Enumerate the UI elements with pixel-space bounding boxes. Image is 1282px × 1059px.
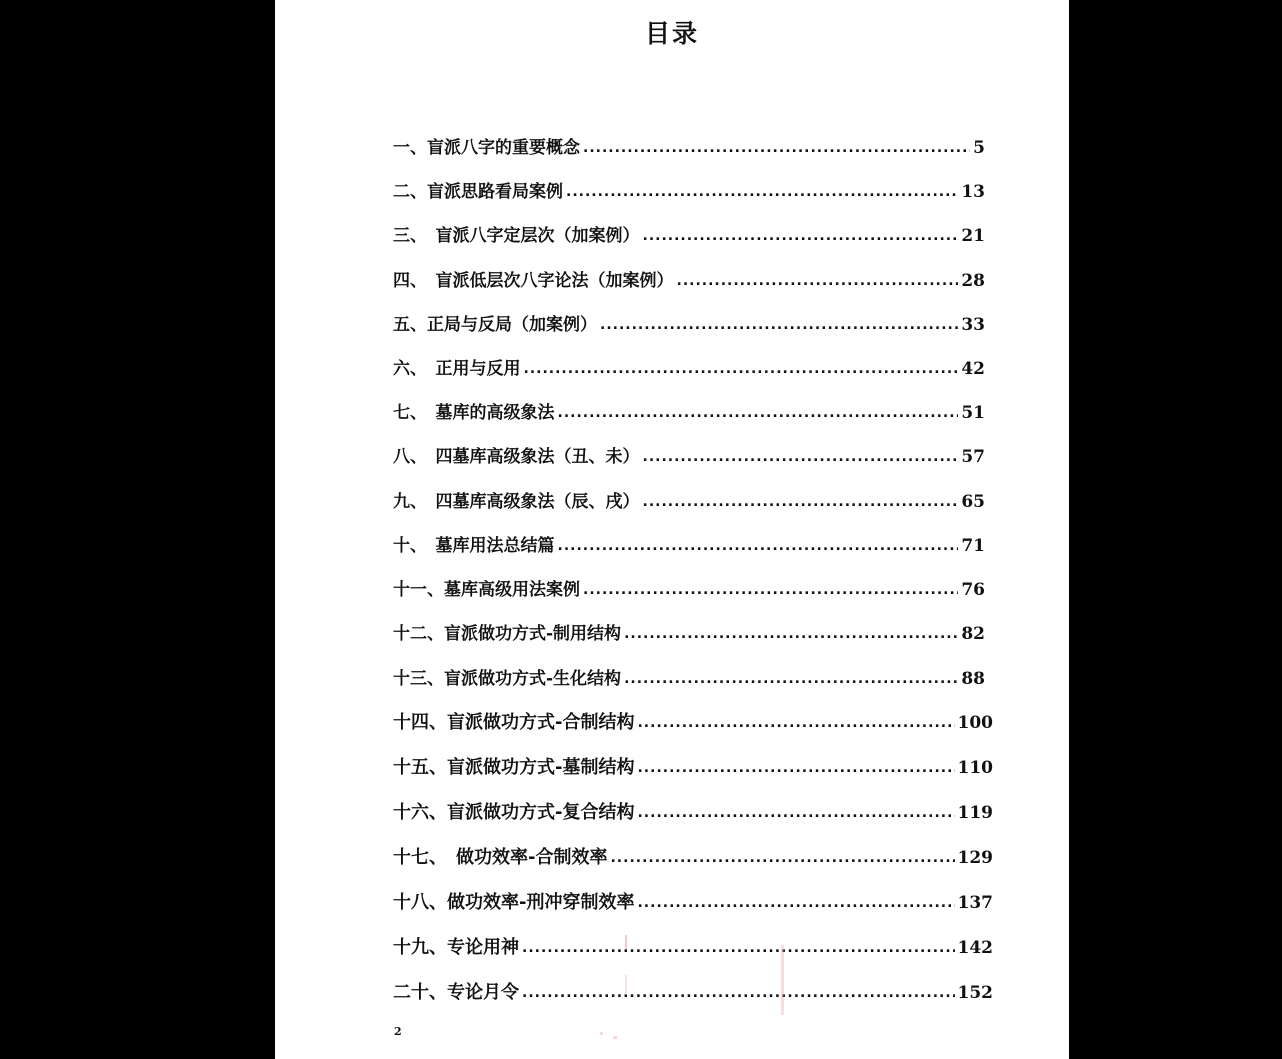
toc-entry-number: 十五、: [393, 757, 447, 778]
toc-dot-leader: [637, 756, 954, 780]
toc-entry-title: 盲派做功方式-制用结构: [444, 624, 622, 644]
toc-dot-leader: [677, 269, 959, 293]
toc-entry-title: 墓库的高级象法: [435, 403, 555, 423]
toc-entry-page: 129: [957, 848, 993, 868]
toc-entry-page: 65: [961, 492, 985, 512]
toc-entry-page: 100: [957, 713, 993, 733]
toc-entry: [393, 622, 985, 646]
toc-entry-title: 做功效率-刑冲穿制效率: [447, 892, 635, 913]
toc-entry-title: 盲派做功方式-复合结构: [447, 802, 635, 823]
toc-entry: [393, 490, 985, 514]
page-title: 目录: [644, 19, 699, 48]
toc-entry: [393, 578, 985, 602]
toc-entry-title: 专论月令: [447, 982, 519, 1003]
scan-speck: [781, 945, 784, 1015]
toc-entry-title: 四墓库高级象法（丑、未）: [435, 447, 640, 467]
toc-entry-title: 专论用神: [447, 937, 519, 958]
toc-entry-page: 51: [961, 403, 985, 423]
toc-dot-leader: [583, 578, 958, 602]
toc-entry-title: 盲派做功方式-墓制结构: [447, 757, 635, 778]
toc-dot-leader: [637, 711, 954, 735]
toc-entry-title: 盲派做功方式-合制结构: [447, 712, 635, 733]
toc-entry-title: 做功效率-合制效率: [456, 847, 608, 868]
toc-entry-page: 21: [961, 226, 985, 246]
toc-entry-page: 137: [957, 893, 993, 913]
document-page: [275, 0, 1069, 1059]
toc-entry: [393, 756, 993, 780]
toc-dot-leader: [637, 891, 954, 915]
scan-speck: [625, 975, 627, 995]
toc-entry-page: 13: [961, 182, 985, 202]
toc-entry-title: 墓库用法总结篇: [435, 536, 555, 556]
toc-entry-page: 5: [973, 138, 985, 158]
toc-entry-number: 六、: [393, 359, 436, 379]
toc-dot-leader: [643, 445, 959, 469]
toc-entry-page: 76: [961, 580, 985, 600]
toc-entry: [393, 401, 985, 425]
toc-dot-leader: [643, 490, 959, 514]
toc-entry-title: 盲派思路看局案例: [427, 182, 563, 202]
toc-dot-leader: [522, 981, 955, 1005]
toc-entry-page: 33: [961, 315, 985, 335]
toc-entry-title: 正局与反局（加案例）: [427, 315, 597, 335]
toc-entry-page: 119: [957, 803, 993, 823]
toc-entry: [393, 667, 985, 691]
toc-entry-title: 四墓库高级象法（辰、戌）: [435, 492, 640, 512]
toc-entry: [393, 180, 985, 204]
toc-entry-number: 五、: [393, 315, 427, 335]
toc-entry-page: 88: [961, 669, 985, 689]
toc-entry-number: 十六、: [393, 802, 447, 823]
toc-entry-page: 42: [961, 359, 985, 379]
toc-entry-number: 十一、: [393, 580, 444, 600]
toc-dot-leader: [566, 180, 958, 204]
toc-entry: [393, 891, 993, 915]
toc-entry: [393, 357, 985, 381]
toc-dot-leader: [524, 357, 959, 381]
toc-entry-page: 28: [961, 271, 985, 291]
toc-entry-page: 142: [957, 938, 993, 958]
toc-entry-page: 110: [957, 758, 993, 778]
toc-entry-title: 盲派八字的重要概念: [427, 138, 580, 158]
toc-entry-title: 盲派低层次八字论法（加案例）: [435, 271, 674, 291]
toc-entry: [393, 224, 985, 248]
toc-entry: [393, 936, 993, 960]
toc-entry-number: 三、: [393, 226, 436, 246]
toc-entry: [393, 313, 985, 337]
toc-entry: [393, 269, 985, 293]
toc-entry-number: 十九、: [393, 937, 447, 958]
toc-entry-number: 二十、: [393, 982, 447, 1003]
toc-dot-leader: [583, 136, 970, 160]
toc-dot-leader: [558, 534, 959, 558]
toc-dot-leader: [637, 801, 954, 825]
toc-entry-number: 一、: [393, 138, 427, 158]
toc-entry: [393, 136, 985, 160]
toc-entry: [393, 534, 985, 558]
page-number: 2: [394, 1025, 402, 1038]
toc-dot-leader: [522, 936, 955, 960]
toc-entry: [393, 981, 993, 1005]
toc-entry: [393, 445, 985, 469]
toc-entry-number: 七、: [393, 403, 436, 423]
scan-speck: [600, 1032, 603, 1035]
toc-entry-number: 十四、: [393, 712, 447, 733]
toc-entry-title: 墓库高级用法案例: [444, 580, 580, 600]
scan-speck: [625, 935, 627, 949]
toc-entry: [393, 801, 993, 825]
toc-dot-leader: [624, 622, 958, 646]
scan-speck: [613, 1036, 617, 1039]
toc-entry-page: 82: [961, 624, 985, 644]
toc-entry-number: 九、: [393, 492, 436, 512]
toc-entry-page: 152: [957, 983, 993, 1003]
toc-entry-number: 十、: [393, 536, 436, 556]
toc-entry-page: 57: [961, 447, 985, 467]
toc-entry-number: 十二、: [393, 624, 444, 644]
toc-entry-number: 十三、: [393, 669, 444, 689]
toc-entry-title: 正用与反用: [435, 359, 521, 379]
toc-entry-number: 二、: [393, 182, 427, 202]
toc-entry-page: 71: [961, 536, 985, 556]
toc-entry-title: 盲派八字定层次（加案例）: [435, 226, 640, 246]
toc-entry: [393, 846, 993, 870]
toc-dot-leader: [643, 224, 959, 248]
toc-entry: [393, 711, 993, 735]
toc-dot-leader: [624, 667, 958, 691]
toc-dot-leader: [558, 401, 959, 425]
toc-entry-number: 八、: [393, 447, 436, 467]
toc-entry-title: 盲派做功方式-生化结构: [444, 669, 622, 689]
toc-entry-number: 十七、: [393, 847, 456, 868]
toc-dot-leader: [610, 846, 954, 870]
toc-entry-number: 十八、: [393, 892, 447, 913]
toc-entry-number: 四、: [393, 271, 436, 291]
table-of-contents: [275, 0, 1069, 1059]
toc-dot-leader: [600, 313, 958, 337]
